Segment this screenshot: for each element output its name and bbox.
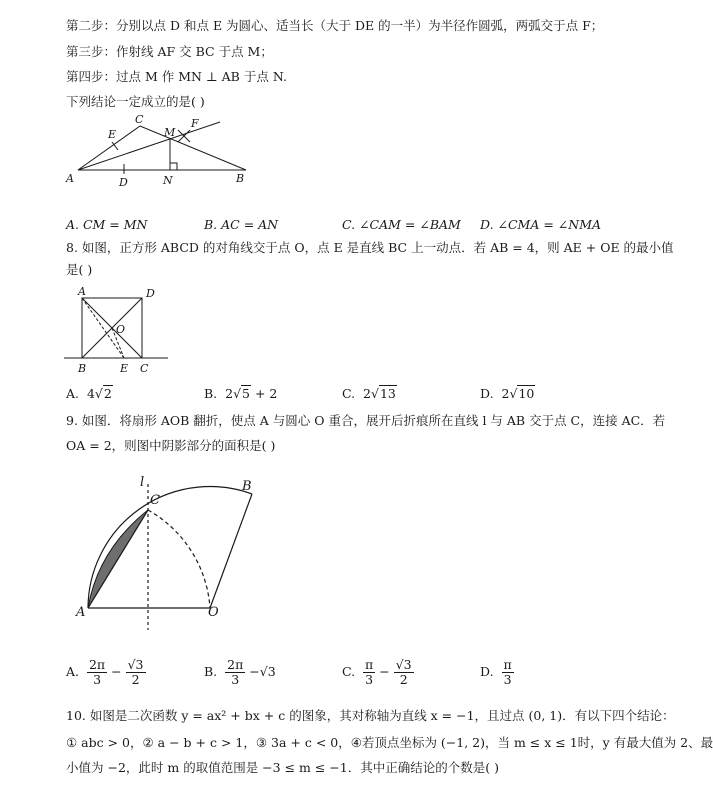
q9-radius-ob [210, 494, 252, 608]
q9-option-d[interactable]: D. $\frac{\pi}{3}$ [480, 657, 512, 687]
q8-label-o: O [116, 323, 126, 336]
q7-segment-cb [140, 126, 246, 170]
q7-label-n: N [163, 174, 173, 187]
q9-label-c: C [150, 493, 160, 508]
q9-option-c[interactable]: C. $\frac{\pi}{3}$ − $\frac{√3}{2}$ [342, 657, 412, 687]
q8-option-a[interactable]: A. 4√2 [66, 386, 112, 401]
q7-option-a[interactable]: A. CM = MN [66, 217, 148, 232]
q7-question: 下列结论一定成立的是( ) [66, 94, 205, 109]
q7-step4: 第四步：过点 M 作 MN ⊥ AB 于点 N. [66, 69, 287, 84]
q8-label-e: E [120, 362, 129, 375]
q9-chord-ac [88, 510, 148, 608]
q8-label-b: B [78, 362, 87, 375]
q9-text-line1: 9. 如图．将扇形 AOB 翻折，使点 A 与圆心 O 重合，展开后折痕所在直线 l 与 AB 交于点 C，连接 AC．若 [66, 413, 666, 428]
q8-text-line1: 8. 如图，正方形 ABCD 的对角线交于点 O，点 E 是直线 BC 上一动点．若 AB = 4，则 AE + OE 的最小值 [66, 240, 674, 255]
q8-label-a: A [78, 285, 86, 298]
q8-option-d[interactable]: D. 2√10 [480, 386, 535, 401]
q7-label-m: M [164, 126, 176, 139]
q10-text-line2: ① abc > 0，② a − b + c > 1，③ 3a + c < 0，④若顶点坐标为 (−1, 2)，当 m ≤ x ≤ 1时，y 有最大值为 2、最 [66, 735, 713, 750]
q7-label-b: B [236, 172, 245, 185]
q7-right-angle-mark [170, 163, 177, 170]
q9-option-a[interactable]: A. $\frac{2\pi}{3}$ − $\frac{√3}{2}$ [66, 657, 144, 687]
q8-square-figure [64, 286, 174, 376]
q10-text-line3: 小值为 −2，此时 m 的取值范围是 −3 ≤ m ≤ −1．其中正确结论的个数是( ) [66, 760, 499, 775]
q10-text-line1: 10. 如图是二次函数 y = ax² + bx + c 的图象，其对称轴为直线 x = −1，且过点 (0, 1)．有以下四个结论： [66, 708, 675, 723]
q7-label-f: F [191, 117, 199, 130]
q9-label-l: l [140, 475, 145, 490]
q7-option-d[interactable]: D. ∠CMA = ∠NMA [480, 217, 602, 232]
q9-label-o: O [208, 605, 219, 620]
q7-step3: 第三步：作射线 AF 交 BC 于点 M； [66, 44, 273, 59]
q9-sector-figure [70, 470, 270, 640]
q7-option-b[interactable]: B. AC = AN [204, 217, 279, 232]
q7-option-c[interactable]: C. ∠CAM = ∠BAM [342, 217, 461, 232]
q8-label-c: C [140, 362, 149, 375]
q7-label-d: D [119, 176, 128, 189]
q7-label-a: A [66, 172, 74, 185]
q9-label-b: B [242, 479, 252, 494]
q8-label-d: D [146, 287, 155, 300]
q8-option-b[interactable]: B. 2√5 + 2 [204, 386, 278, 401]
q8-text-line2: 是( ) [66, 262, 93, 277]
q9-dashed-folded-arc [148, 510, 210, 608]
q7-label-c: C [135, 113, 144, 126]
q9-text-line2: OA = 2，则图中阴影部分的面积是( ) [66, 438, 276, 453]
q7-step2: 第二步：分别以点 D 和点 E 为圆心、适当长（大于 DE 的一半）为半径作圆弧，两弧交于点 F； [66, 18, 604, 33]
q9-label-a: A [76, 605, 86, 620]
q7-label-e: E [108, 128, 117, 141]
q8-option-c[interactable]: C. 2√13 [342, 386, 396, 401]
q7-triangle-figure [60, 112, 245, 192]
q9-option-b[interactable]: B. $\frac{2\pi}{3}$ −√3 [204, 657, 276, 687]
